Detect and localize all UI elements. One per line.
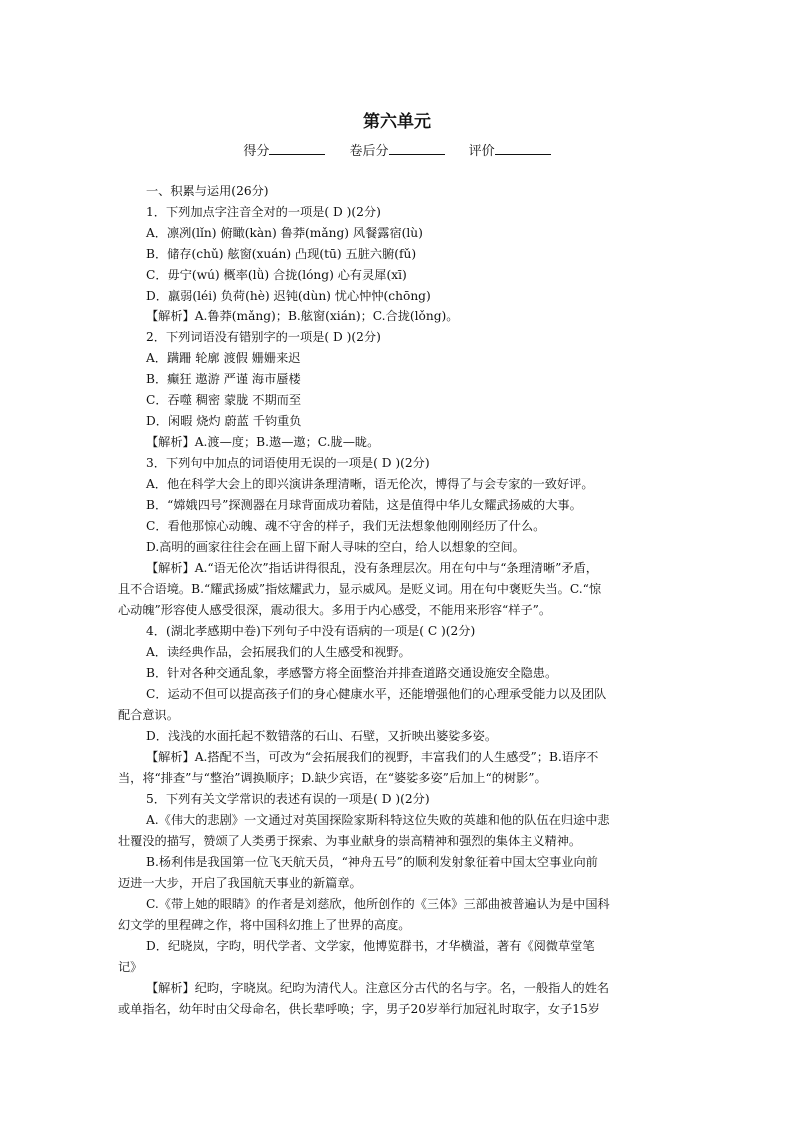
option-line: A．读经典作品，会拓展我们的人生感受和视野。 xyxy=(146,645,411,659)
option-line: D．羸弱(léi) 负荷(hè) 迟钝(dùn) 忧心忡忡(chōng) xyxy=(146,289,431,303)
analysis-line: 或单指名，幼年时由父母命名，供长辈呼唤；字，男子20岁举行加冠礼时取字，女子15岁 xyxy=(118,1002,600,1016)
final-score-blank[interactable] xyxy=(389,142,445,155)
option-line: A．蹒跚 轮廓 渡假 姗姗来迟 xyxy=(146,351,301,365)
option-line: 记》 xyxy=(118,960,143,974)
analysis-line: 心动魄”形容使人感受很深，震动很大。多用于内心感受，不能用来形容“样子”。 xyxy=(118,603,552,617)
option-line: D.高明的画家往往会在画上留下耐人寻味的空白，给人以想象的空间。 xyxy=(146,540,525,554)
score-field xyxy=(243,140,325,159)
option-line: C．运动不但可以提高孩子们的身心健康水平，还能增强他们的心理承受能力以及团队 xyxy=(146,687,607,701)
option-line: 配合意识。 xyxy=(118,708,179,722)
analysis-line: 【解析】纪昀，字晓岚。纪昀为清代人。注意区分古代的名与字。名，一般指人的姓名 xyxy=(146,981,610,995)
option-line: D．闲暇 烧灼 蔚蓝 千钧重负 xyxy=(146,414,302,428)
question-4: 4．(湖北孝感期中卷)下列句子中没有语病的一项是( C )(2分) xyxy=(146,624,476,638)
option-line: 幻文学的里程碑之作，将中国科幻推上了世界的高度。 xyxy=(118,918,411,932)
option-line: A.《伟大的悲剧》一文通过对英国探险家斯科特这位失败的英雄和他的队伍在归途中悲 xyxy=(146,813,610,827)
option-line: B．针对各种交通乱象，孝感警方将全面整治并排查道路交通设施安全隐患。 xyxy=(146,666,558,680)
option-line: D．纪晓岚，字昀，明代学者、文学家，他博览群书，才华横溢，著有《阅微草堂笔 xyxy=(146,939,595,953)
option-line: D．浅浅的水面托起不数错落的石山、石壁，又折映出婆娑多姿。 xyxy=(146,729,498,743)
final-score-label: 卷后分 xyxy=(349,144,389,159)
option-line: A．凛冽(lǐn) 俯瞰(kàn) 鲁莽(mǎng) 风餐露宿(lù) xyxy=(146,226,423,240)
option-line: C．毋宁(wú) 概率(lǜ) 合拢(lóng) 心有灵犀(xī) xyxy=(146,268,407,282)
evaluation-label: 评价 xyxy=(468,144,495,159)
option-line: 迈进一大步，开启了我国航天事业的新篇章。 xyxy=(118,876,362,890)
question-2: 2．下列词语没有错别字的一项是( D )(2分) xyxy=(146,330,381,344)
section-heading: 一、积累与运用(26分) xyxy=(146,184,269,198)
evaluation-field xyxy=(469,140,551,159)
analysis-line: 【解析】A.鲁莽(mǎng)；B.舷窗(xián)；C.合拢(lǒng)。 xyxy=(146,309,459,323)
score-blank[interactable] xyxy=(269,142,325,155)
analysis-line: 【解析】A.渡—度；B.遨—遨；C.胧—眬。 xyxy=(146,435,380,449)
option-line: B．癫狂 遨游 严谨 海市蜃楼 xyxy=(146,372,301,386)
analysis-line: 且不合语境。B.“耀武扬威”指炫耀武力，显示威风。是贬义词。用在句中褒贬失当。C.“惊 xyxy=(118,582,602,596)
score-label: 得分 xyxy=(243,144,270,159)
question-1: 1．下列加点字注音全对的一项是( D )(2分) xyxy=(146,205,381,219)
option-line: A．他在科学大会上的即兴演讲条理清晰，语无伦次，博得了与会专家的一致好评。 xyxy=(146,477,594,491)
option-line: B.杨利伟是我国第一位飞天航天员，“神舟五号”的顺利发射象征着中国太空事业向前 xyxy=(146,855,598,869)
option-line: B．储存(chǔ) 舷窗(xuán) 凸现(tū) 五脏六腑(fǔ) xyxy=(146,247,417,261)
evaluation-blank[interactable] xyxy=(495,142,551,155)
question-5: 5．下列有关文学常识的表述有误的一项是( D )(2分) xyxy=(146,792,430,806)
score-line xyxy=(0,140,794,159)
option-line: C．吞噬 稠密 蒙胧 不期而至 xyxy=(146,393,302,407)
analysis-line: 当，将“排查”与“整治”调换顺序；D.缺少宾语，在“婆娑多姿”后加上“的树影”。 xyxy=(118,771,547,785)
option-line: 壮覆没的描写，赞颂了人类勇于探索、为事业献身的崇高精神和强烈的集体主义精神。 xyxy=(118,834,582,848)
final-score-field xyxy=(349,140,444,159)
analysis-line: 【解析】A.搭配不当，可改为“会拓展我们的视野，丰富我们的人生感受”；B.语序不 xyxy=(146,750,599,764)
option-line: C.《带上她的眼睛》的作者是刘慈欣，他所创作的《三体》三部曲被普遍认为是中国科 xyxy=(146,897,610,911)
analysis-line: 【解析】A.“语无伦次”指话讲得很乱，没有条理层次。用在句中与“条理清晰”矛盾， xyxy=(146,561,598,575)
question-3: 3．下列句中加点的词语使用无误的一项是( D )(2分) xyxy=(146,456,430,470)
page-title: 第六单元 xyxy=(363,112,431,132)
option-line: B．“嫦娥四号”探测器在月球背面成功着陆，这是值得中华儿女耀武扬威的大事。 xyxy=(146,498,582,512)
option-line: C．看他那惊心动魄、魂不守舍的样子，我们无法想象他刚刚经历了什么。 xyxy=(146,519,546,533)
